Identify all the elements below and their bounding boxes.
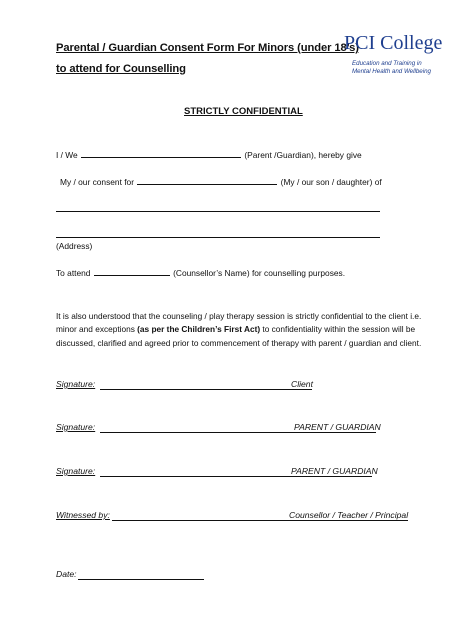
attend-label: To attend <box>56 268 91 278</box>
consent-label: My / our consent for <box>60 177 135 187</box>
paragraph-bold-text: (as per the Children’s First Act) <box>137 324 261 335</box>
client-signature-label: Signature: <box>56 379 96 389</box>
form-title-line-2: to attend for Counselling <box>56 63 186 75</box>
college-logo-name: PCI College <box>344 32 443 54</box>
college-tagline-line-2: Mental Health and Wellbeing <box>352 68 431 75</box>
address-line-1[interactable] <box>56 211 380 212</box>
i-we-row <box>56 149 362 160</box>
attend-row <box>56 267 345 278</box>
consent-row <box>60 176 382 187</box>
confidentiality-paragraph <box>56 310 424 350</box>
paragraph-text-2: to confidentiality within the session will be discussed, clarified and agreed prior to commencement of therapy with parent / guardian and client. <box>56 324 422 348</box>
client-signature-line[interactable] <box>100 389 312 390</box>
parent-signature-line-2[interactable] <box>100 476 372 477</box>
i-we-label: I / We <box>56 150 78 160</box>
parent-role-label-1: PARENT / GUARDIAN <box>294 422 381 432</box>
paragraph-text-1: It is also understood that the counseling / play therapy session is strictly confidential to the client i.e. minor and exceptions <box>56 311 422 335</box>
confidential-heading: STRICTLY CONFIDENTIAL <box>184 106 303 117</box>
form-title-line-1: Parental / Guardian Consent Form For Minors (under 18’s) <box>56 42 359 54</box>
counsellor-name-field[interactable] <box>94 267 170 276</box>
address-line-2[interactable] <box>56 237 380 238</box>
parent-signature-label-1: Signature: <box>56 422 96 432</box>
date-label: Date: <box>56 569 77 579</box>
parent-name-field[interactable] <box>81 149 241 158</box>
address-label: (Address) <box>56 241 93 251</box>
college-tagline-line-1: Education and Training in <box>352 60 422 67</box>
witness-signature-label: Witnessed by: <box>56 510 110 520</box>
client-role-label: Client <box>291 379 313 389</box>
parent-signature-label-2: Signature: <box>56 466 96 476</box>
parent-guardian-label: (Parent /Guardian), hereby give <box>244 150 362 160</box>
date-line[interactable] <box>78 579 204 580</box>
witness-signature-line[interactable] <box>112 520 408 521</box>
parent-signature-line-1[interactable] <box>100 432 376 433</box>
son-daughter-label: (My / our son / daughter) of <box>280 177 382 187</box>
witness-role-label: Counsellor / Teacher / Principal <box>289 510 409 520</box>
counsellor-name-label: (Counsellor’s Name) for counselling purposes. <box>173 268 346 278</box>
parent-role-label-2: PARENT / GUARDIAN <box>291 466 378 476</box>
child-name-field[interactable] <box>137 176 277 185</box>
